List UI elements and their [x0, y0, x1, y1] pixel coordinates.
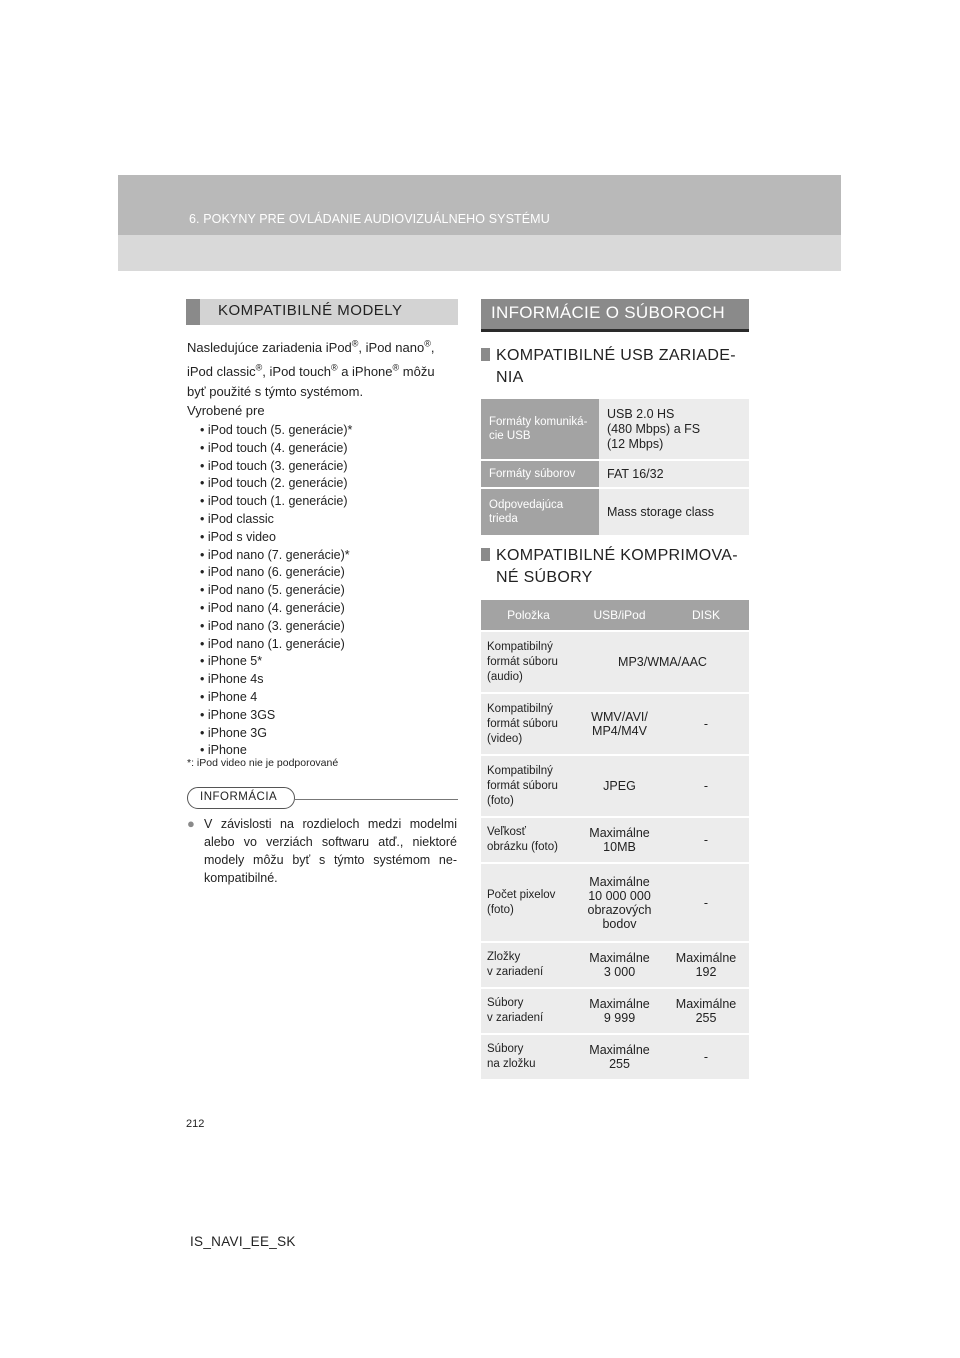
list-item: • iPod touch (5. generácie)* [200, 423, 353, 437]
table-row [481, 693, 749, 755]
disk-value: Maximálne 255 [663, 988, 749, 1034]
compatible-models-list [200, 422, 352, 760]
disk-value: - [663, 1034, 749, 1080]
row-key: Súbory v zariadení [481, 988, 576, 1034]
table-row [481, 988, 749, 1034]
section-marker [186, 299, 200, 325]
subheading-compressed-files: KOMPATIBILNÉ KOMPRIMOVA- NÉ SÚBORY [481, 545, 751, 589]
list-item: • iPod nano (6. generácie) [200, 565, 345, 580]
usb-value: Maximálne 9 999 [576, 988, 663, 1034]
row-key: Kompatibilný formát súboru (audio) [481, 631, 576, 693]
table-row [481, 460, 749, 488]
list-item: • iPod nano (4. generácie) [200, 600, 345, 615]
disk-value: Maximálne 192 [663, 942, 749, 988]
list-item: • iPod touch (4. generácie) [200, 440, 348, 455]
section-title-file-info [481, 299, 749, 332]
document-code: IS_NAVI_EE_SK [190, 1234, 296, 1249]
row-value: USB 2.0 HS (480 Mbps) a FS (12 Mbps) [599, 399, 749, 460]
list-item: • iPhone 3GS [200, 707, 276, 722]
list-item: • iPod nano (7. generácie)* [200, 547, 350, 562]
list-item: • iPhone 5* [200, 654, 263, 669]
row-key: Kompatibilný formát súboru (video) [481, 693, 576, 755]
column-header: DISK [663, 600, 749, 631]
info-label [187, 787, 295, 809]
list-item: • iPhone 4 [200, 689, 258, 704]
list-item: • iPhone 4s [200, 672, 264, 687]
list-item: • iPod classic [200, 511, 274, 526]
table-row [481, 817, 749, 863]
bullet-icon: ● [187, 816, 195, 831]
column-header: Položka [481, 600, 576, 631]
list-item: • iPhone [200, 743, 247, 758]
square-bullet-icon [481, 348, 490, 361]
table-header-row [481, 600, 749, 631]
list-item: • iPod nano (1. generácie) [200, 636, 345, 651]
row-key: Formáty komuniká- cie USB [481, 399, 599, 460]
list-item: • iPod touch (1. generácie) [200, 494, 348, 509]
info-divider [294, 799, 458, 800]
disk-value: - [663, 693, 749, 755]
info-label-text: INFORMÁCIA [200, 791, 278, 803]
page-number: 212 [186, 1118, 205, 1130]
table-row [481, 399, 749, 460]
usb-value: Maximálne 10 000 000 obrazových bodov [576, 863, 663, 942]
header-strip [118, 175, 841, 235]
row-key: Odpovedajúca trieda [481, 488, 599, 536]
disk-value: - [663, 817, 749, 863]
row-key: Kompatibilný formát súboru (foto) [481, 755, 576, 817]
row-key: Súbory na zložku [481, 1034, 576, 1080]
usb-devices-table [481, 399, 749, 537]
square-bullet-icon [481, 548, 490, 561]
list-item: • iPod s video [200, 529, 276, 544]
usb-value: WMV/AVI/ MP4/M4V [576, 693, 663, 755]
table-row [481, 863, 749, 942]
row-value: MP3/WMA/AAC [576, 631, 749, 693]
row-key: Formáty súborov [481, 460, 599, 488]
info-text: V závislosti na rozdieloch medzi modelmi alebo vo verziách softwaru atď., niektoré modely môžu byť s týmto systémom ne-kompatibilné. [204, 817, 457, 885]
table-row [481, 1034, 749, 1080]
column-header: USB/iPod [576, 600, 663, 631]
disk-value: - [663, 863, 749, 942]
list-item: • iPod nano (5. generácie) [200, 583, 345, 598]
usb-value: Maximálne 255 [576, 1034, 663, 1080]
info-note [187, 815, 457, 887]
list-item: • iPod nano (3. generácie) [200, 618, 345, 633]
list-item: • iPod touch (3. generácie) [200, 458, 348, 473]
table-row [481, 631, 749, 693]
disk-value: - [663, 755, 749, 817]
row-key: Zložky v zariadení [481, 942, 576, 988]
list-item: • iPod touch (2. generácie) [200, 476, 348, 491]
section-title-text: KOMPATIBILNÉ MODELY [218, 302, 403, 319]
intro-paragraph: Nasledujúce zariadenia iPod®, iPod nano®, iPod classic®, iPod touch® a iPhone® môžu byť použité s týmto systémom. [187, 338, 435, 399]
table-row [481, 755, 749, 817]
made-for-label: Vyrobené pre [187, 403, 265, 418]
usb-value: Maximálne 3 000 [576, 942, 663, 988]
table-row [481, 942, 749, 988]
section-title-text: INFORMÁCIE O SÚBOROCH [491, 303, 725, 322]
row-value: FAT 16/32 [599, 460, 749, 488]
subheading-usb-devices: KOMPATIBILNÉ USB ZARIADE- NIA [481, 345, 751, 389]
table-row [481, 488, 749, 536]
row-key: Počet pixelov (foto) [481, 863, 576, 942]
row-value: Mass storage class [599, 488, 749, 536]
usb-value: Maximálne 10MB [576, 817, 663, 863]
chapter-title: 6. POKYNY PRE OVLÁDANIE AUDIOVIZUÁLNEHO SYSTÉMU [189, 212, 550, 226]
row-key: Veľkosť obrázku (foto) [481, 817, 576, 863]
section-title-compatible-models [186, 299, 458, 325]
compressed-files-table [481, 600, 749, 1081]
footnote: *: iPod video nie je podporované [187, 757, 339, 769]
usb-value: JPEG [576, 755, 663, 817]
list-item: • iPhone 3G [200, 725, 267, 740]
